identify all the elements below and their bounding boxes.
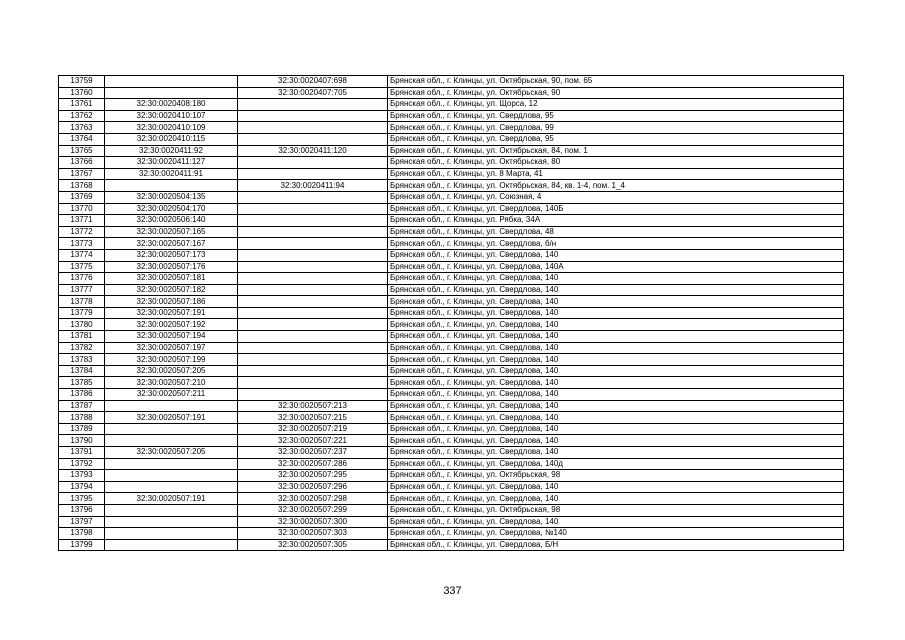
- cadastral-number-cell: [105, 400, 238, 412]
- cadastral-number-cell: 32:30:0020507:205: [105, 365, 238, 377]
- page-number: 337: [443, 585, 462, 597]
- row-number-cell: 13775: [59, 261, 105, 273]
- cadastral-number-2-cell: [238, 284, 388, 296]
- row-number-cell: 13766: [59, 157, 105, 169]
- table-row: [59, 110, 844, 122]
- row-number-cell: 13761: [59, 99, 105, 111]
- row-number-cell: 13760: [59, 87, 105, 99]
- cadastral-number-2-cell: 32:30:0020507:221: [238, 435, 388, 447]
- row-number-cell: 13785: [59, 377, 105, 389]
- cadastral-number-cell: [105, 76, 238, 88]
- row-number-cell: 13777: [59, 284, 105, 296]
- address-cell: Брянская обл., г. Клинцы, ул. Свердлова, 140: [388, 319, 844, 331]
- table-row: [59, 145, 844, 157]
- address-cell: Брянская обл., г. Клинцы, ул. Свердлова, 95: [388, 110, 844, 122]
- row-number-cell: 13794: [59, 481, 105, 493]
- address-cell: Брянская обл., г. Клинцы, ул. Свердлова, №140: [388, 528, 844, 540]
- address-cell: Брянская обл., г. Клинцы, ул. Свердлова, 140: [388, 412, 844, 424]
- cadastral-number-2-cell: [238, 168, 388, 180]
- table-row: [59, 528, 844, 540]
- cadastral-number-2-cell: 32:30:0020507:237: [238, 447, 388, 459]
- table-row: [59, 168, 844, 180]
- cadastral-number-cell: [105, 504, 238, 516]
- row-number-cell: 13783: [59, 354, 105, 366]
- row-number-cell: 13792: [59, 458, 105, 470]
- row-number-cell: 13795: [59, 493, 105, 505]
- table-row: [59, 481, 844, 493]
- table-row: [59, 307, 844, 319]
- cadastral-number-cell: 32:30:0020507:197: [105, 342, 238, 354]
- address-cell: Брянская обл., г. Клинцы, ул. Октябрьская, 80: [388, 157, 844, 169]
- row-number-cell: 13780: [59, 319, 105, 331]
- cadastral-number-2-cell: [238, 389, 388, 401]
- row-number-cell: 13789: [59, 423, 105, 435]
- cadastral-number-cell: 32:30:0020507:176: [105, 261, 238, 273]
- cadastral-number-2-cell: [238, 99, 388, 111]
- cadastral-number-cell: [105, 481, 238, 493]
- cadastral-number-cell: 32:30:0020507:205: [105, 447, 238, 459]
- cadastral-number-cell: 32:30:0020506:140: [105, 215, 238, 227]
- address-cell: Брянская обл., г. Клинцы, ул. Свердлова, 140: [388, 481, 844, 493]
- row-number-cell: 13788: [59, 412, 105, 424]
- row-number-cell: 13770: [59, 203, 105, 215]
- table-row: [59, 87, 844, 99]
- cadastral-number-2-cell: [238, 110, 388, 122]
- cadastral-number-cell: 32:30:0020507:191: [105, 493, 238, 505]
- cadastral-number-2-cell: [238, 133, 388, 145]
- cadastral-number-2-cell: [238, 191, 388, 203]
- table-row: [59, 249, 844, 261]
- table-row: [59, 261, 844, 273]
- row-number-cell: 13772: [59, 226, 105, 238]
- cadastral-number-2-cell: [238, 307, 388, 319]
- table-row: [59, 133, 844, 145]
- address-cell: Брянская обл., г. Клинцы, ул. Свердлова, 140: [388, 331, 844, 343]
- table-row: [59, 423, 844, 435]
- address-cell: Брянская обл., г. Клинцы, ул. Октябрьская, 90, пом. 65: [388, 76, 844, 88]
- address-cell: Брянская обл., г. Клинцы, ул. Октябрьская, 98: [388, 470, 844, 482]
- table-row: [59, 458, 844, 470]
- table-row: [59, 354, 844, 366]
- table-row: [59, 284, 844, 296]
- address-cell: Брянская обл., г. Клинцы, ул. Свердлова, 140: [388, 273, 844, 285]
- table-row: [59, 400, 844, 412]
- table-row: [59, 412, 844, 424]
- row-number-cell: 13769: [59, 191, 105, 203]
- cadastral-number-2-cell: 32:30:0020507:295: [238, 470, 388, 482]
- row-number-cell: 13763: [59, 122, 105, 134]
- address-cell: Брянская обл., г. Клинцы, ул. Свердлова, 140: [388, 389, 844, 401]
- cadastral-number-2-cell: 32:30:0020507:286: [238, 458, 388, 470]
- address-cell: Брянская обл., г. Клинцы, ул. Свердлова, 140: [388, 354, 844, 366]
- table-row: [59, 191, 844, 203]
- cadastral-number-cell: 32:30:0020411:127: [105, 157, 238, 169]
- address-cell: Брянская обл., г. Клинцы, ул. Свердлова, 140: [388, 377, 844, 389]
- cadastral-number-2-cell: 32:30:0020507:305: [238, 539, 388, 551]
- table-row: [59, 470, 844, 482]
- row-number-cell: 13771: [59, 215, 105, 227]
- cadastral-number-cell: [105, 180, 238, 192]
- cadastral-number-cell: 32:30:0020507:186: [105, 296, 238, 308]
- cadastral-number-cell: 32:30:0020507:192: [105, 319, 238, 331]
- cadastral-number-cell: 32:30:0020408:180: [105, 99, 238, 111]
- cadastral-number-2-cell: [238, 122, 388, 134]
- address-cell: Брянская обл., г. Клинцы, ул. Свердлова, 95: [388, 133, 844, 145]
- row-number-cell: 13776: [59, 273, 105, 285]
- cadastral-number-cell: 32:30:0020507:191: [105, 307, 238, 319]
- address-cell: Брянская обл., г. Клинцы, ул. Свердлова, 140: [388, 365, 844, 377]
- cadastral-number-cell: 32:30:0020507:167: [105, 238, 238, 250]
- address-cell: Брянская обл., г. Клинцы, ул. Свердлова, Б/Н: [388, 539, 844, 551]
- table-row: [59, 319, 844, 331]
- cadastral-number-cell: [105, 470, 238, 482]
- cadastral-number-2-cell: 32:30:0020507:215: [238, 412, 388, 424]
- table-row: [59, 215, 844, 227]
- cadastral-number-2-cell: [238, 296, 388, 308]
- table-row: [59, 99, 844, 111]
- row-number-cell: 13797: [59, 516, 105, 528]
- table-row: [59, 365, 844, 377]
- table-row: [59, 273, 844, 285]
- cadastral-number-cell: 32:30:0020410:107: [105, 110, 238, 122]
- cadastral-number-cell: [105, 87, 238, 99]
- cadastral-number-2-cell: 32:30:0020507:303: [238, 528, 388, 540]
- cadastral-number-cell: 32:30:0020504:170: [105, 203, 238, 215]
- row-number-cell: 13773: [59, 238, 105, 250]
- address-cell: Брянская обл., г. Клинцы, ул. Свердлова, б/н: [388, 238, 844, 250]
- cadastral-number-2-cell: [238, 203, 388, 215]
- cadastral-number-cell: 32:30:0020411:91: [105, 168, 238, 180]
- cadastral-number-cell: 32:30:0020410:115: [105, 133, 238, 145]
- row-number-cell: 13762: [59, 110, 105, 122]
- row-number-cell: 13786: [59, 389, 105, 401]
- table-row: [59, 226, 844, 238]
- row-number-cell: 13767: [59, 168, 105, 180]
- cadastral-number-cell: [105, 458, 238, 470]
- cadastral-number-cell: 32:30:0020507:182: [105, 284, 238, 296]
- table-row: [59, 504, 844, 516]
- cadastral-number-cell: 32:30:0020507:191: [105, 412, 238, 424]
- row-number-cell: 13799: [59, 539, 105, 551]
- row-number-cell: 13782: [59, 342, 105, 354]
- address-cell: Брянская обл., г. Клинцы, ул. 8 Марта, 41: [388, 168, 844, 180]
- cadastral-number-2-cell: 32:30:0020407:705: [238, 87, 388, 99]
- cadastral-number-2-cell: [238, 238, 388, 250]
- cadastral-number-cell: [105, 539, 238, 551]
- cadastral-number-cell: 32:30:0020507:173: [105, 249, 238, 261]
- address-cell: Брянская обл., г. Клинцы, ул. Свердлова, 140: [388, 493, 844, 505]
- cadastral-number-2-cell: [238, 273, 388, 285]
- address-cell: Брянская обл., г. Клинцы, ул. Октябрьская, 84, кв. 1-4, пом. 1_4: [388, 180, 844, 192]
- cadastral-number-cell: 32:30:0020507:165: [105, 226, 238, 238]
- table-row: [59, 493, 844, 505]
- table-row: [59, 539, 844, 551]
- address-cell: Брянская обл., г. Клинцы, ул. Рябка, 34А: [388, 215, 844, 227]
- cadastral-number-2-cell: 32:30:0020411:94: [238, 180, 388, 192]
- table-row: [59, 238, 844, 250]
- cadastral-number-cell: 32:30:0020411:92: [105, 145, 238, 157]
- table-row: [59, 377, 844, 389]
- address-cell: Брянская обл., г. Клинцы, ул. Свердлова, 140: [388, 342, 844, 354]
- row-number-cell: 13765: [59, 145, 105, 157]
- address-cell: Брянская обл., г. Клинцы, ул. Свердлова, 48: [388, 226, 844, 238]
- cadastral-number-2-cell: [238, 354, 388, 366]
- address-cell: Брянская обл., г. Клинцы, ул. Октябрьская, 98: [388, 504, 844, 516]
- property-table: [58, 75, 844, 551]
- address-cell: Брянская обл., г. Клинцы, ул. Октябрьская, 84, пом. 1: [388, 145, 844, 157]
- cadastral-number-2-cell: 32:30:0020411:120: [238, 145, 388, 157]
- address-cell: Брянская обл., г. Клинцы, ул. Свердлова, 140: [388, 296, 844, 308]
- table-row: [59, 157, 844, 169]
- row-number-cell: 13764: [59, 133, 105, 145]
- row-number-cell: 13796: [59, 504, 105, 516]
- row-number-cell: 13778: [59, 296, 105, 308]
- row-number-cell: 13774: [59, 249, 105, 261]
- cadastral-number-cell: [105, 435, 238, 447]
- cadastral-number-2-cell: [238, 319, 388, 331]
- table-row: [59, 203, 844, 215]
- cadastral-number-cell: 32:30:0020410:109: [105, 122, 238, 134]
- row-number-cell: 13790: [59, 435, 105, 447]
- cadastral-number-2-cell: [238, 365, 388, 377]
- cadastral-number-cell: [105, 423, 238, 435]
- cadastral-number-cell: 32:30:0020507:199: [105, 354, 238, 366]
- table-row: [59, 516, 844, 528]
- cadastral-number-cell: [105, 516, 238, 528]
- address-cell: Брянская обл., г. Клинцы, ул. Свердлова, 140А: [388, 261, 844, 273]
- address-cell: Брянская обл., г. Клинцы, ул. Свердлова, 140: [388, 249, 844, 261]
- cadastral-number-2-cell: 32:30:0020507:298: [238, 493, 388, 505]
- address-cell: Брянская обл., г. Клинцы, ул. Свердлова, 140: [388, 284, 844, 296]
- cadastral-number-2-cell: [238, 226, 388, 238]
- cadastral-number-2-cell: [238, 215, 388, 227]
- cadastral-number-2-cell: 32:30:0020507:300: [238, 516, 388, 528]
- row-number-cell: 13781: [59, 331, 105, 343]
- row-number-cell: 13787: [59, 400, 105, 412]
- table-row: [59, 389, 844, 401]
- address-cell: Брянская обл., г. Клинцы, ул. Свердлова, 140: [388, 307, 844, 319]
- table-body: [59, 76, 844, 551]
- address-cell: Брянская обл., г. Клинцы, ул. Свердлова, 140: [388, 447, 844, 459]
- address-cell: Брянская обл., г. Клинцы, ул. Свердлова, 140д: [388, 458, 844, 470]
- cadastral-number-2-cell: 32:30:0020507:296: [238, 481, 388, 493]
- table-row: [59, 447, 844, 459]
- row-number-cell: 13791: [59, 447, 105, 459]
- cadastral-number-cell: 32:30:0020507:210: [105, 377, 238, 389]
- address-cell: Брянская обл., г. Клинцы, ул. Свердлова, 140Б: [388, 203, 844, 215]
- cadastral-number-cell: 32:30:0020507:181: [105, 273, 238, 285]
- table-row: [59, 180, 844, 192]
- cadastral-number-2-cell: [238, 249, 388, 261]
- row-number-cell: 13779: [59, 307, 105, 319]
- cadastral-number-2-cell: [238, 157, 388, 169]
- cadastral-number-2-cell: [238, 342, 388, 354]
- address-cell: Брянская обл., г. Клинцы, ул. Свердлова, 99: [388, 122, 844, 134]
- cadastral-number-2-cell: [238, 331, 388, 343]
- cadastral-number-2-cell: [238, 377, 388, 389]
- table-row: [59, 122, 844, 134]
- cadastral-number-cell: 32:30:0020504:135: [105, 191, 238, 203]
- row-number-cell: 13793: [59, 470, 105, 482]
- cadastral-number-2-cell: 32:30:0020507:213: [238, 400, 388, 412]
- cadastral-number-2-cell: [238, 261, 388, 273]
- table-row: [59, 435, 844, 447]
- table-row: [59, 342, 844, 354]
- cadastral-number-2-cell: 32:30:0020507:219: [238, 423, 388, 435]
- cadastral-number-cell: 32:30:0020507:194: [105, 331, 238, 343]
- cadastral-number-cell: [105, 528, 238, 540]
- address-cell: Брянская обл., г. Клинцы, ул. Щорса, 12: [388, 99, 844, 111]
- cadastral-number-2-cell: 32:30:0020507:299: [238, 504, 388, 516]
- address-cell: Брянская обл., г. Клинцы, ул. Свердлова, 140: [388, 435, 844, 447]
- table-row: [59, 296, 844, 308]
- address-cell: Брянская обл., г. Клинцы, ул. Союзная, 4: [388, 191, 844, 203]
- cadastral-number-cell: 32:30:0020507:211: [105, 389, 238, 401]
- row-number-cell: 13784: [59, 365, 105, 377]
- table-row: [59, 76, 844, 88]
- address-cell: Брянская обл., г. Клинцы, ул. Свердлова, 140: [388, 423, 844, 435]
- row-number-cell: 13768: [59, 180, 105, 192]
- address-cell: Брянская обл., г. Клинцы, ул. Октябрьская, 90: [388, 87, 844, 99]
- address-cell: Брянская обл., г. Клинцы, ул. Свердлова, 140: [388, 400, 844, 412]
- address-cell: Брянская обл., г. Клинцы, ул. Свердлова, 140: [388, 516, 844, 528]
- cadastral-number-2-cell: 32:30:0020407:698: [238, 76, 388, 88]
- row-number-cell: 13759: [59, 76, 105, 88]
- table-row: [59, 331, 844, 343]
- row-number-cell: 13798: [59, 528, 105, 540]
